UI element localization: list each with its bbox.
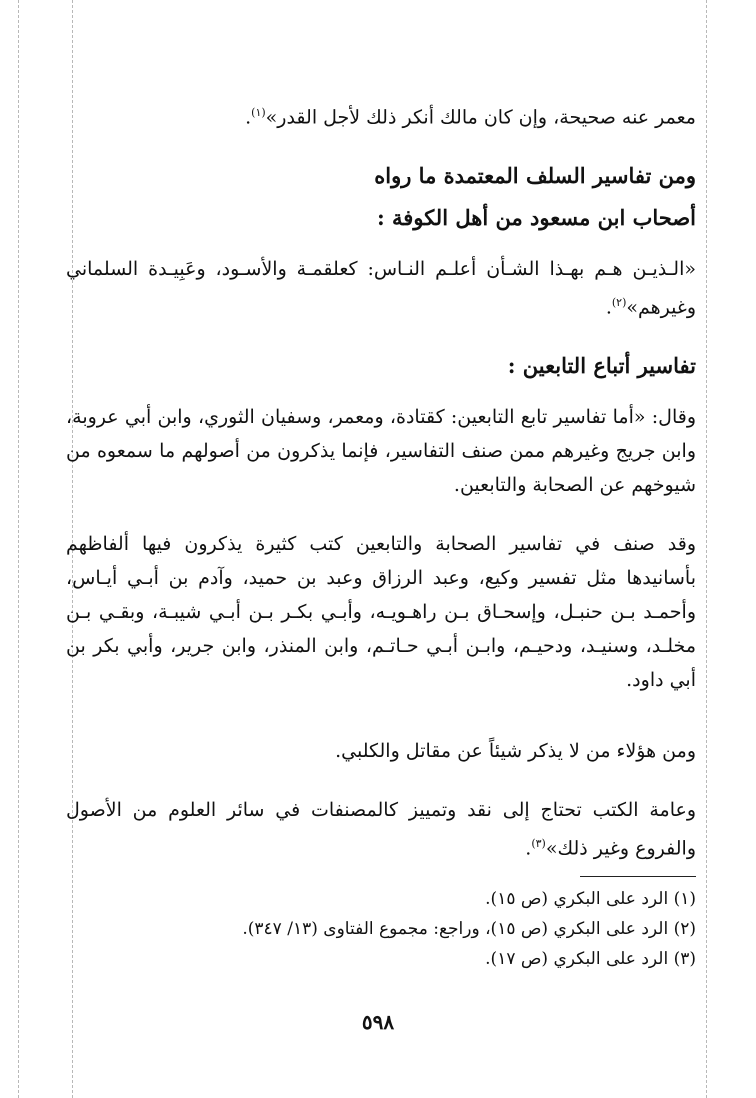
- margin-guide-right: [706, 0, 707, 1098]
- margin-guide-left: [18, 0, 19, 1098]
- opening-line: معمر عنه صحيحة، وإن كان مالك أنكر ذلك لأجل القدر»$^{(١)}$.: [245, 106, 696, 129]
- footnote-ref: (٣): [531, 837, 546, 850]
- paragraph-tafsir-followers: وقال: «أما تفاسير تابع التابعين: كقتادة، ومعمر، وسفيان الثوري، وابن أبي عروبة، وابن جريج وغيرهم ممن صنف التفاسير، فإنما يذكرون من أصولهم ما سمعوه من شيوخهم عن الصحابة والتابعين.: [66, 406, 696, 496]
- paragraph-compilations: وقد صنف في تفاسير الصحابة والتابعين كتب كثيرة يذكرون فيها ألفاظهم بأسانيدها مثل تفسير وكيع، وعبد الرزاق وعبد بن حميد، وآدم بن أبـي أيـاس، وأحمـد بـن حنبـل، وإسحـاق بـن راهـويـه، وأبـي بكـر بـن أبـي شيبـة، وبقـي بـن مخلـد، وسنيـد، ودحيـم، وابـن أبـي حـاتـم، وابن المنذر، وابن جرير، وأبي بكر بن أبي داود.: [66, 533, 696, 691]
- paragraph-kufa: «الـذيـن هـم بهـذا الشـأن أعلـم النـاس: كعلقمـة والأسـود، وعَبِيـدة السلماني وغيرهم»$^{(٢)}$.: [66, 258, 696, 319]
- page-number: ٥٩٨: [361, 1010, 395, 1034]
- footnote-separator: [580, 876, 696, 877]
- footnote-ref: (٢): [611, 296, 627, 309]
- heading-followers: تفاسير أتباع التابعين :: [507, 353, 696, 378]
- footnote-ref: (١): [251, 106, 266, 119]
- heading-ibn-masud: أصحاب ابن مسعود من أهل الكوفة :: [376, 205, 696, 230]
- paragraph-muqatil: ومن هؤلاء من لا يذكر شيئاً عن مقاتل والكلبي.: [335, 740, 696, 762]
- footnote-2: (٢) الرد على البكري (ص ١٥)، وراجع: مجموع الفتاوى (١٣/ ٣٤٧).: [242, 919, 696, 939]
- footnote-1: (١) الرد على البكري (ص ١٥).: [485, 889, 696, 909]
- footnote-3: (٣) الرد على البكري (ص ١٧).: [485, 949, 696, 969]
- paragraph-critique: وعامة الكتب تحتاج إلى نقد وتمييز كالمصنفات في سائر العلوم من الأصول والفروع وغير ذلك»$^{(٣)}$.: [66, 799, 696, 860]
- heading-salaf: ومن تفاسير السلف المعتمدة ما رواه: [374, 163, 696, 188]
